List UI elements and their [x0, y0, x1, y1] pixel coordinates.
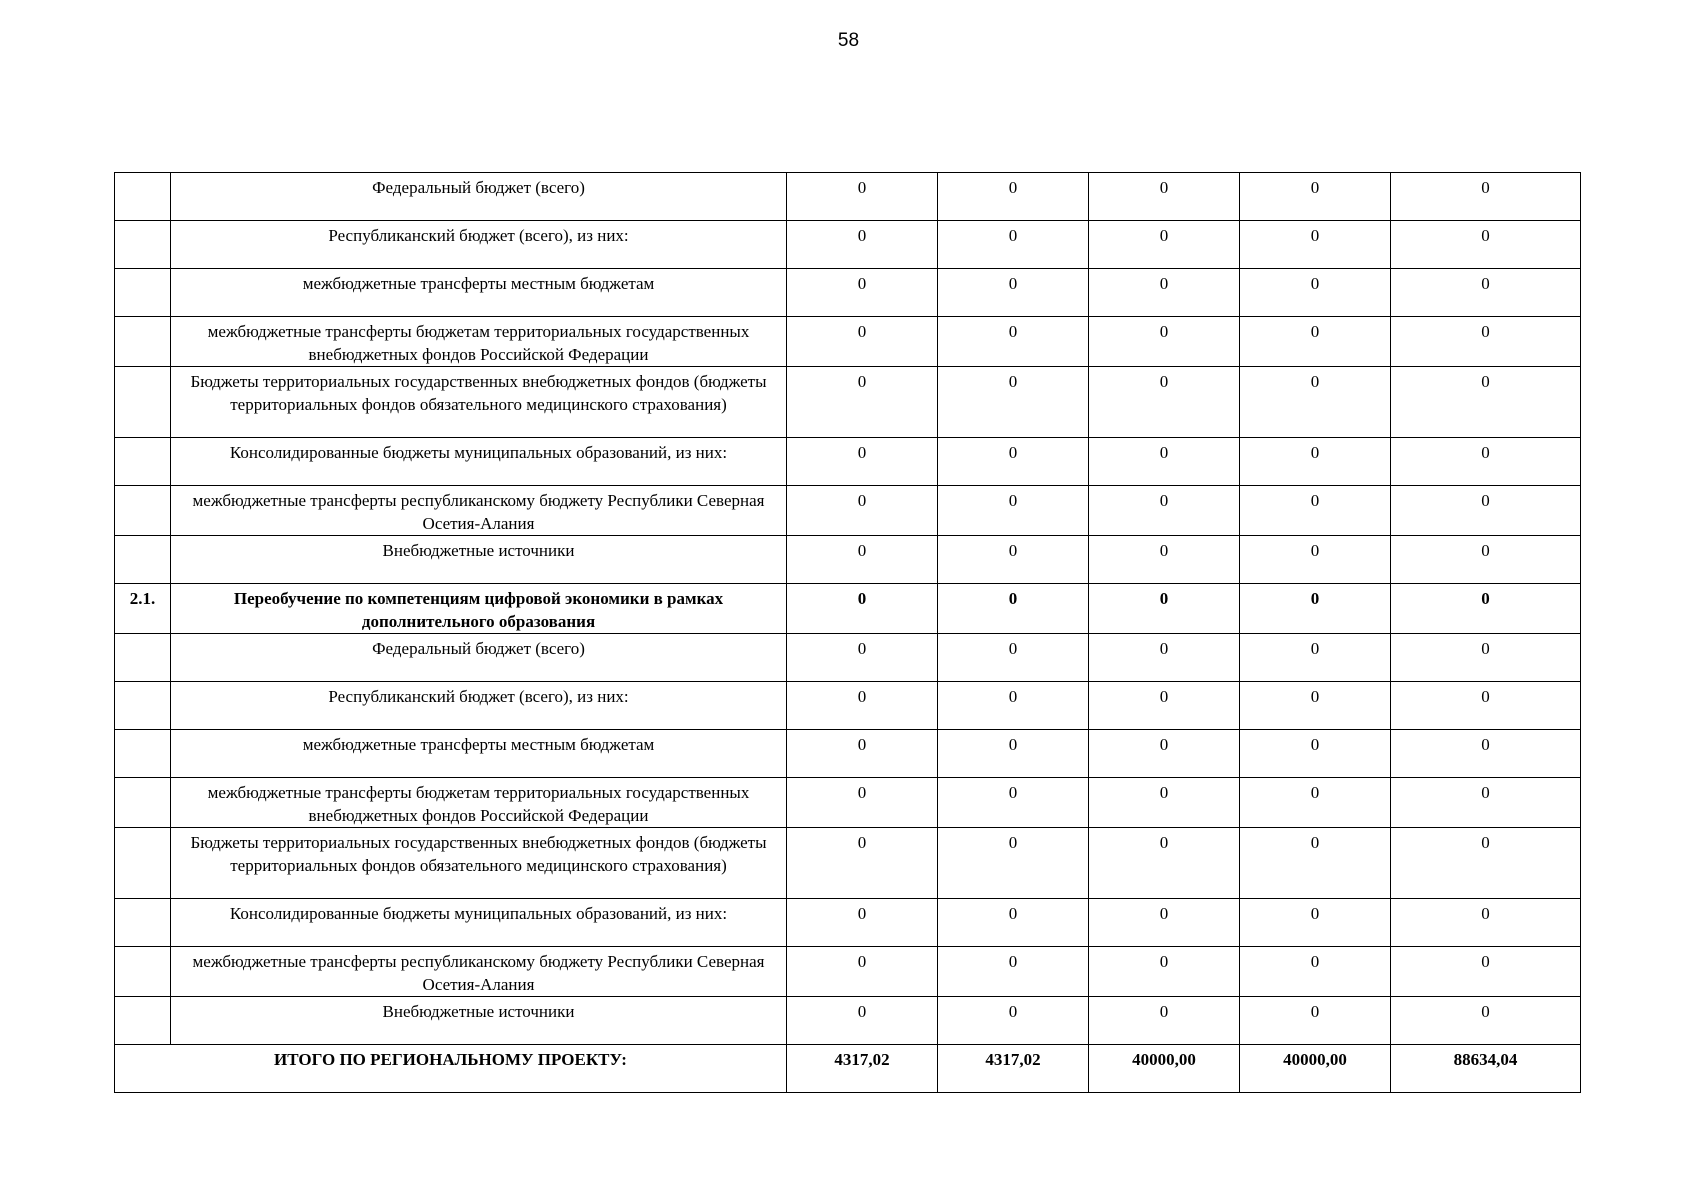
total-value-cell: 4317,02 [938, 1045, 1089, 1093]
value-cell: 0 [1391, 536, 1581, 584]
row-index-cell [115, 269, 171, 317]
value-cell: 0 [1089, 317, 1240, 367]
value-cell: 0 [1391, 317, 1581, 367]
row-label: Бюджеты территориальных государственных внебюджетных фондов (бюджеты территориальных фондов обязательного медицинского страхования) [171, 367, 787, 438]
value-cell: 0 [1391, 778, 1581, 828]
value-cell: 0 [1240, 438, 1391, 486]
value-cell: 0 [1391, 269, 1581, 317]
row-index-cell [115, 634, 171, 682]
value-cell: 0 [1089, 269, 1240, 317]
value-cell: 0 [1089, 730, 1240, 778]
value-cell: 0 [938, 536, 1089, 584]
row-label: Бюджеты территориальных государственных внебюджетных фондов (бюджеты территориальных фондов обязательного медицинского страхования) [171, 828, 787, 899]
row-index-cell [115, 317, 171, 367]
row-label: межбюджетные трансферты местным бюджетам [171, 730, 787, 778]
value-cell: 0 [1240, 173, 1391, 221]
table-row [115, 438, 1581, 486]
row-index-cell [115, 778, 171, 828]
value-cell: 0 [1089, 367, 1240, 438]
value-cell: 0 [938, 778, 1089, 828]
value-cell: 0 [787, 438, 938, 486]
value-cell: 0 [1089, 221, 1240, 269]
row-label: Республиканский бюджет (всего), из них: [171, 682, 787, 730]
row-index-cell [115, 730, 171, 778]
value-cell: 0 [787, 682, 938, 730]
value-cell: 0 [1240, 317, 1391, 367]
value-cell: 0 [787, 899, 938, 947]
section-title: Переобучение по компетенциям цифровой экономики в рамках дополнительного образования [171, 584, 787, 634]
table-row [115, 634, 1581, 682]
row-label: Консолидированные бюджеты муниципальных образований, из них: [171, 438, 787, 486]
value-cell: 0 [938, 682, 1089, 730]
value-cell: 0 [1240, 730, 1391, 778]
table-row [115, 221, 1581, 269]
value-cell: 0 [938, 367, 1089, 438]
value-cell: 0 [1240, 682, 1391, 730]
value-cell: 0 [1391, 438, 1581, 486]
row-label: межбюджетные трансферты республиканскому бюджету Республики Северная Осетия-Алания [171, 486, 787, 536]
row-index-cell [115, 682, 171, 730]
section-value-cell: 0 [938, 584, 1089, 634]
value-cell: 0 [1089, 899, 1240, 947]
value-cell: 0 [938, 486, 1089, 536]
row-index-cell [115, 367, 171, 438]
value-cell: 0 [1240, 634, 1391, 682]
table-row [115, 682, 1581, 730]
value-cell: 0 [1089, 828, 1240, 899]
value-cell: 0 [787, 828, 938, 899]
value-cell: 0 [787, 997, 938, 1045]
total-value-cell: 40000,00 [1240, 1045, 1391, 1093]
total-value-cell: 88634,04 [1391, 1045, 1581, 1093]
section-index: 2.1. [115, 584, 171, 634]
row-label: межбюджетные трансферты местным бюджетам [171, 269, 787, 317]
row-label: Федеральный бюджет (всего) [171, 634, 787, 682]
value-cell: 0 [787, 173, 938, 221]
value-cell: 0 [1391, 634, 1581, 682]
row-index-cell [115, 221, 171, 269]
value-cell: 0 [1240, 269, 1391, 317]
row-index-cell [115, 997, 171, 1045]
section-value-cell: 0 [1089, 584, 1240, 634]
row-label: Федеральный бюджет (всего) [171, 173, 787, 221]
row-index-cell [115, 536, 171, 584]
value-cell: 0 [1089, 947, 1240, 997]
row-index-cell [115, 899, 171, 947]
value-cell: 0 [1089, 173, 1240, 221]
row-index-cell [115, 438, 171, 486]
total-value-cell: 40000,00 [1089, 1045, 1240, 1093]
value-cell: 0 [938, 221, 1089, 269]
budget-table [114, 172, 1581, 1093]
table-row [115, 899, 1581, 947]
row-index-cell [115, 828, 171, 899]
value-cell: 0 [1240, 997, 1391, 1045]
value-cell: 0 [1391, 828, 1581, 899]
value-cell: 0 [787, 317, 938, 367]
table-row [115, 367, 1581, 438]
value-cell: 0 [1240, 778, 1391, 828]
value-cell: 0 [1240, 536, 1391, 584]
table-row [115, 997, 1581, 1045]
value-cell: 0 [1391, 682, 1581, 730]
value-cell: 0 [787, 221, 938, 269]
value-cell: 0 [938, 828, 1089, 899]
value-cell: 0 [787, 634, 938, 682]
value-cell: 0 [1391, 947, 1581, 997]
value-cell: 0 [787, 947, 938, 997]
value-cell: 0 [1240, 221, 1391, 269]
total-value-cell: 4317,02 [787, 1045, 938, 1093]
value-cell: 0 [1089, 682, 1240, 730]
row-label: Консолидированные бюджеты муниципальных образований, из них: [171, 899, 787, 947]
value-cell: 0 [1240, 828, 1391, 899]
value-cell: 0 [787, 778, 938, 828]
table-row [115, 730, 1581, 778]
value-cell: 0 [938, 634, 1089, 682]
value-cell: 0 [1089, 997, 1240, 1045]
row-label: Республиканский бюджет (всего), из них: [171, 221, 787, 269]
row-label: межбюджетные трансферты бюджетам территориальных государственных внебюджетных фондов Российской Федерации [171, 317, 787, 367]
row-index-cell [115, 486, 171, 536]
value-cell: 0 [1391, 173, 1581, 221]
row-label: межбюджетные трансферты республиканскому бюджету Республики Северная Осетия-Алания [171, 947, 787, 997]
table-row [115, 828, 1581, 899]
page-number: 58 [837, 30, 860, 51]
value-cell: 0 [787, 486, 938, 536]
value-cell: 0 [938, 899, 1089, 947]
value-cell: 0 [1089, 634, 1240, 682]
total-label: ИТОГО ПО РЕГИОНАЛЬНОМУ ПРОЕКТУ: [115, 1045, 787, 1093]
value-cell: 0 [1240, 947, 1391, 997]
value-cell: 0 [787, 367, 938, 438]
value-cell: 0 [938, 947, 1089, 997]
value-cell: 0 [1089, 778, 1240, 828]
table-row [115, 536, 1581, 584]
table-row [115, 173, 1581, 221]
value-cell: 0 [1089, 486, 1240, 536]
value-cell: 0 [938, 317, 1089, 367]
row-label: межбюджетные трансферты бюджетам территориальных государственных внебюджетных фондов Российской Федерации [171, 778, 787, 828]
value-cell: 0 [1391, 997, 1581, 1045]
section-value-cell: 0 [1391, 584, 1581, 634]
section-value-cell: 0 [787, 584, 938, 634]
value-cell: 0 [938, 730, 1089, 778]
value-cell: 0 [1391, 899, 1581, 947]
row-index-cell [115, 947, 171, 997]
row-label: Внебюджетные источники [171, 997, 787, 1045]
table-row [115, 947, 1581, 997]
row-label: Внебюджетные источники [171, 536, 787, 584]
value-cell: 0 [787, 269, 938, 317]
table-row [115, 486, 1581, 536]
value-cell: 0 [1089, 438, 1240, 486]
table-row [115, 317, 1581, 367]
value-cell: 0 [1240, 367, 1391, 438]
value-cell: 0 [938, 438, 1089, 486]
section-header-row [115, 584, 1581, 634]
section-value-cell: 0 [1240, 584, 1391, 634]
value-cell: 0 [1391, 367, 1581, 438]
value-cell: 0 [938, 269, 1089, 317]
value-cell: 0 [1391, 486, 1581, 536]
value-cell: 0 [938, 173, 1089, 221]
value-cell: 0 [1240, 899, 1391, 947]
value-cell: 0 [1391, 221, 1581, 269]
row-index-cell [115, 173, 171, 221]
value-cell: 0 [1240, 486, 1391, 536]
value-cell: 0 [787, 536, 938, 584]
value-cell: 0 [1391, 730, 1581, 778]
table-row [115, 778, 1581, 828]
value-cell: 0 [787, 730, 938, 778]
total-row [115, 1045, 1581, 1093]
table-row [115, 269, 1581, 317]
value-cell: 0 [1089, 536, 1240, 584]
value-cell: 0 [938, 997, 1089, 1045]
